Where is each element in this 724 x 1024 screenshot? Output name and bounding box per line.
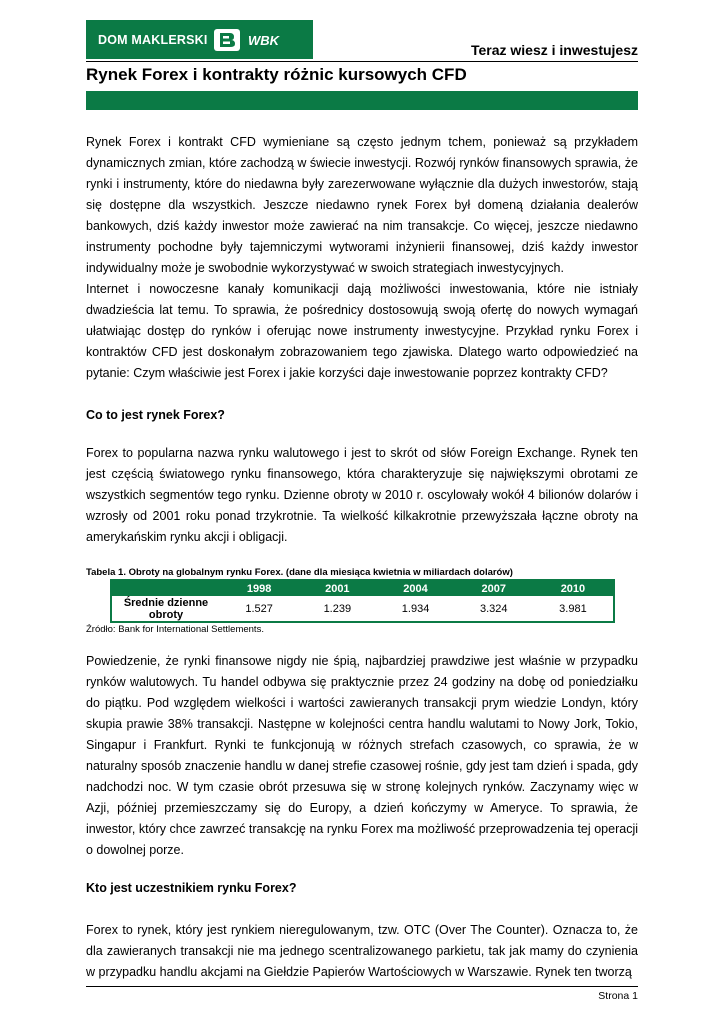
- header-divider: [86, 61, 638, 62]
- logo-text: DOM MAKLERSKI: [98, 32, 208, 47]
- table-year-header: 2001: [298, 580, 376, 596]
- table-row: [111, 596, 614, 622]
- table-cell: 1.527: [245, 602, 273, 615]
- heading-forex-participants: Kto jest uczestnikiem rynku Forex?: [86, 881, 297, 895]
- forex-turnover-table: [110, 579, 615, 623]
- title-bar: [86, 91, 638, 110]
- logo-mark-icon: [214, 29, 240, 51]
- table-corner-cell: [111, 580, 220, 596]
- table-year-header: 2010: [533, 580, 614, 596]
- paragraph-markets-never-sleep: Powiedzenie, że rynki finansowe nigdy nie śpią, najbardziej prawdziwe jest właśnie w przypadku rynków walutowych. Tu handel odbywa się praktycznie przez 24 godziny na dobę od poniedziałku do piątku. Pod względem wielkości i wartości zawieranych transakcji prym wiedzie Londyn, który skupia prawie 38% transakcji. Następne w kolejności centra handlu walutami to Nowy Jork, Tokio, Singapur i Frankfurt. Rynki te funkcjonują w różnych strefach czasowych, co sprawia, że w naturalny sposób znaczenie handlu w danej strefie czasowej rośnie, gdy jest tam dzień i spada, gdy nadchodzi noc. W tym czasie obrót przesuwa się w stronę kolejnych rynków. Zaczynamy więc w Azji, później przemieszczamy się do Europy, a dzień kończymy w Ameryce. To sprawia, że inwestor, który chce zawrzeć transakcję na rynku Forex ma możliwość przeprowadzenia tej operacji o dowolnej porze.: [86, 654, 638, 857]
- table-cell: 1.239: [323, 602, 352, 615]
- footer-divider: [86, 986, 638, 987]
- document-body: [86, 132, 638, 983]
- table-cell: 3.981: [559, 602, 587, 615]
- company-logo: [86, 20, 313, 59]
- header-tagline: Teraz wiesz i inwestujesz: [470, 42, 638, 58]
- page-number: Strona 1: [598, 990, 638, 1002]
- table-row-label: Średnie dzienne obroty: [123, 596, 209, 621]
- paragraph-otc-market: Forex to rynek, który jest rynkiem nieregulowanym, tzw. OTC (Over The Counter). Oznacza to, że dla zawieranych transakcji nie ma jednego scentralizowanego parkietu, tak jak mamy do czynienia w przypadku handlu akcjami na Giełdzie Papierów Wartościowych w Warszawie. Rynek ten tworzą: [86, 923, 638, 979]
- table-cell: 3.324: [480, 602, 508, 615]
- page-title: Rynek Forex i kontrakty różnic kursowych CFD: [86, 65, 467, 84]
- paragraph-forex-definition: Forex to popularna nazwa rynku walutowego i jest to skrót od słów Foreign Exchange. Rynek ten jest częścią światowego rynku finansowego, która charakteryzuje się największymi obrotami ze wszystkich segmentów tego rynku. Dzienne obroty w 2010 r. oscylowały wokół 4 bilionów dolarów i wzrosły od 2001 roku ponad trzykrotnie. Ta wielkość kilkakrotnie przewyższała łączne obroty na amerykańskim rynku akcji i obligacji.: [86, 446, 638, 544]
- table-cell: 1.934: [401, 602, 430, 615]
- logo-brand-mark: [246, 33, 308, 47]
- table-source: Źródło: Bank for International Settlements.: [86, 624, 264, 635]
- table-caption: Tabela 1. Obroty na globalnym rynku Forex. (dane dla miesiąca kwietnia w miliardach dolarów): [86, 567, 513, 578]
- logo-brand-text: WBK: [247, 32, 279, 47]
- table-year-header: 2004: [376, 580, 454, 596]
- table-header-row: [111, 580, 614, 596]
- paragraph-intro: Rynek Forex i kontrakt CFD wymieniane są często jednym tchem, ponieważ są przykładem dynamicznych zmian, które zachodzą w świecie inwestycji. Rozwój rynków finansowych sprawia, że rynki i instrumenty, które do niedawna były zarezerwowane wyłącznie dla dużych inwestorów, stają się dostępne dla wszystkich. Jeszcze niedawno rynek Forex był domeną działania dealerów bankowych, dziś każdy inwestor może zawierać na nim transakcje. Co więcej, jeszcze niedawno instrumenty pochodne były tajemniczymi wytworami inżynierii finansowej, dziś każdy inwestor indywidualny może je swobodnie wykorzystywać w swoich strategiach inwestycyjnych.: [86, 135, 638, 275]
- heading-what-is-forex: Co to jest rynek Forex?: [86, 408, 225, 422]
- table-year-header: 1998: [220, 580, 298, 596]
- table-year-header: 2007: [455, 580, 533, 596]
- paragraph-internet: Internet i nowoczesne kanały komunikacji dają możliwości inwestowania, które nie istniały dwadzieścia lat temu. To sprawia, że pośrednicy dostosowują swoją ofertę do nowych wymagań ułatwiając dostęp do rynków i oferując nowe instrumenty inwestycyjne. Przykład rynku Forex i kontraktów CFD jest doskonałym zobrazowaniem tego zjawiska. Dlatego warto odpowiedzieć na pytanie: Czym właściwie jest Forex i jakie korzyści daje inwestowanie poprzez kontrakty CFD?: [86, 282, 638, 380]
